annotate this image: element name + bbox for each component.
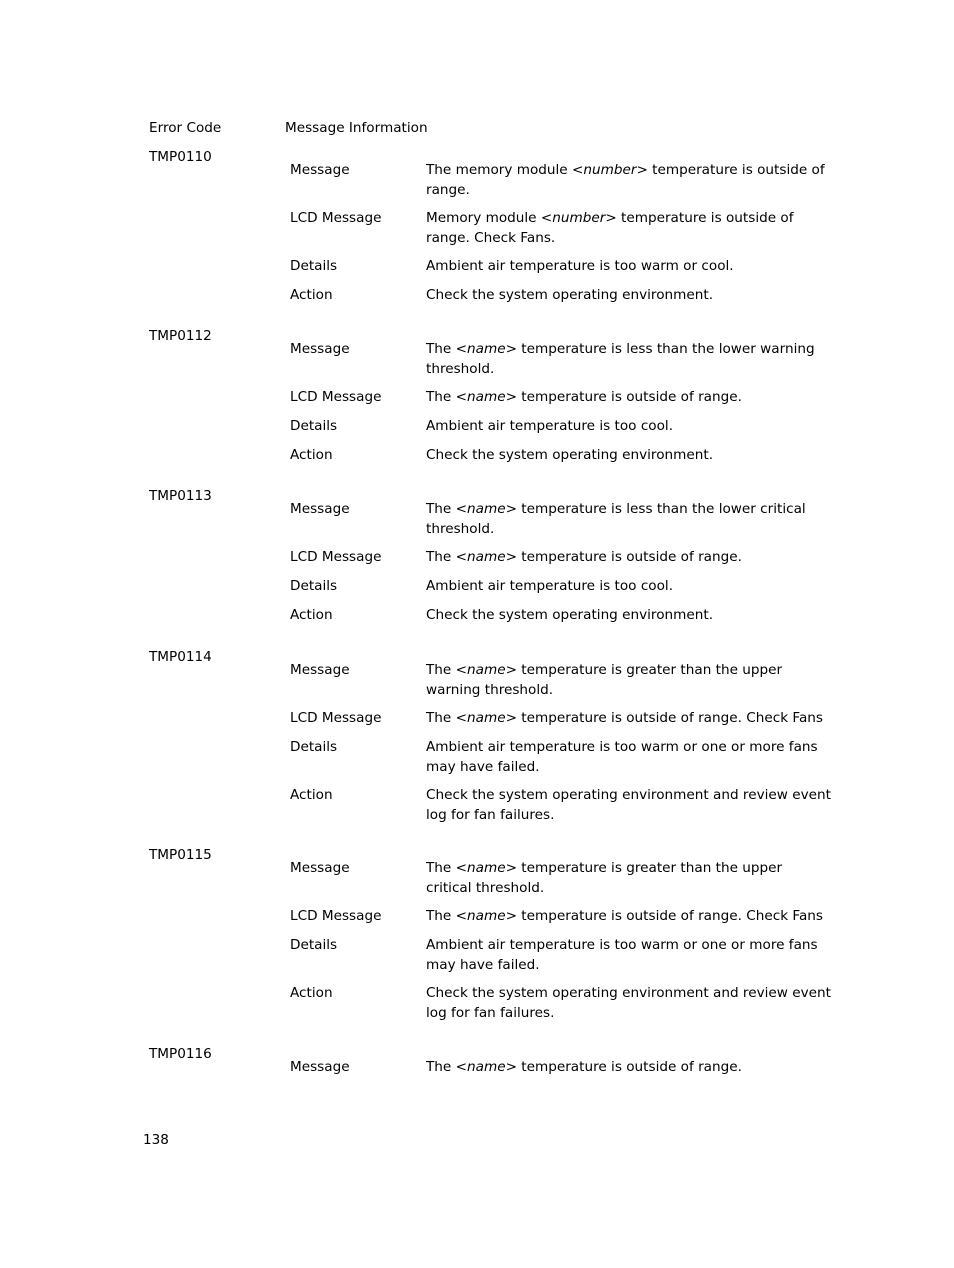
- error-code: TMP0115: [149, 847, 212, 863]
- error-code: TMP0113: [149, 488, 212, 504]
- field-value: Ambient air temperature is too warm or one or more fans may have failed.: [426, 937, 818, 973]
- field-label: Message: [290, 162, 350, 178]
- placeholder-text: name: [467, 710, 506, 726]
- placeholder-text: name: [467, 1059, 506, 1075]
- field-label: Details: [290, 937, 338, 953]
- field-label: Details: [290, 258, 338, 274]
- placeholder-text: number: [552, 210, 606, 226]
- field-value: Ambient air temperature is too cool.: [426, 578, 674, 594]
- error-code: TMP0112: [149, 328, 212, 344]
- field-label: LCD Message: [290, 908, 382, 924]
- field-label: Details: [290, 739, 338, 755]
- field-value: Ambient air temperature is too warm or one or more fans may have failed.: [426, 739, 818, 775]
- field-label: Message: [290, 1059, 350, 1075]
- field-label: Action: [290, 447, 333, 463]
- field-label: LCD Message: [290, 389, 382, 405]
- field-value: The <name> temperature is outside of range.: [426, 1059, 742, 1075]
- field-value: Check the system operating environment and review event log for fan failures.: [426, 985, 831, 1021]
- field-value: Memory module <number> temperature is outside of range. Check Fans.: [426, 210, 794, 246]
- placeholder-text: name: [467, 549, 506, 565]
- field-label: Action: [290, 985, 333, 1001]
- placeholder-text: name: [467, 389, 506, 405]
- field-label: LCD Message: [290, 549, 382, 565]
- field-value: The <name> temperature is outside of range.: [426, 389, 742, 405]
- field-label: Details: [290, 418, 338, 434]
- field-value: Ambient air temperature is too cool.: [426, 418, 674, 434]
- field-value: The <name> temperature is greater than the upper critical threshold.: [426, 860, 783, 896]
- field-value: Check the system operating environment.: [426, 287, 714, 303]
- placeholder-text: name: [467, 662, 506, 678]
- message-information-header: Message Information: [285, 120, 428, 136]
- error-code: TMP0116: [149, 1046, 212, 1062]
- field-value: The <name> temperature is outside of range. Check Fans: [426, 908, 823, 924]
- field-value: The <name> temperature is outside of range.: [426, 549, 742, 565]
- page-number: 138: [143, 1132, 169, 1148]
- placeholder-text: name: [467, 860, 506, 876]
- field-label: Message: [290, 501, 350, 517]
- field-value: The <name> temperature is less than the lower critical threshold.: [426, 501, 806, 537]
- field-label: Action: [290, 287, 333, 303]
- error-code-header: Error Code: [149, 120, 222, 136]
- placeholder-text: name: [467, 501, 506, 517]
- placeholder-text: name: [467, 341, 506, 357]
- error-code: TMP0110: [149, 149, 212, 165]
- field-value: Ambient air temperature is too warm or cool.: [426, 258, 734, 274]
- field-label: Message: [290, 860, 350, 876]
- placeholder-text: name: [467, 908, 506, 924]
- field-value: The <name> temperature is greater than the upper warning threshold.: [426, 662, 783, 698]
- field-label: Message: [290, 341, 350, 357]
- field-label: Message: [290, 662, 350, 678]
- field-label: Action: [290, 607, 333, 623]
- placeholder-text: number: [583, 162, 637, 178]
- field-value: The <name> temperature is outside of range. Check Fans: [426, 710, 823, 726]
- field-value: Check the system operating environment.: [426, 447, 714, 463]
- field-label: Action: [290, 787, 333, 803]
- field-value: Check the system operating environment.: [426, 607, 714, 623]
- error-code: TMP0114: [149, 649, 212, 665]
- field-label: Details: [290, 578, 338, 594]
- field-label: LCD Message: [290, 210, 382, 226]
- field-value: The memory module <number> temperature is outside of range.: [426, 162, 825, 198]
- field-label: LCD Message: [290, 710, 382, 726]
- field-value: Check the system operating environment and review event log for fan failures.: [426, 787, 831, 823]
- field-value: The <name> temperature is less than the lower warning threshold.: [426, 341, 815, 377]
